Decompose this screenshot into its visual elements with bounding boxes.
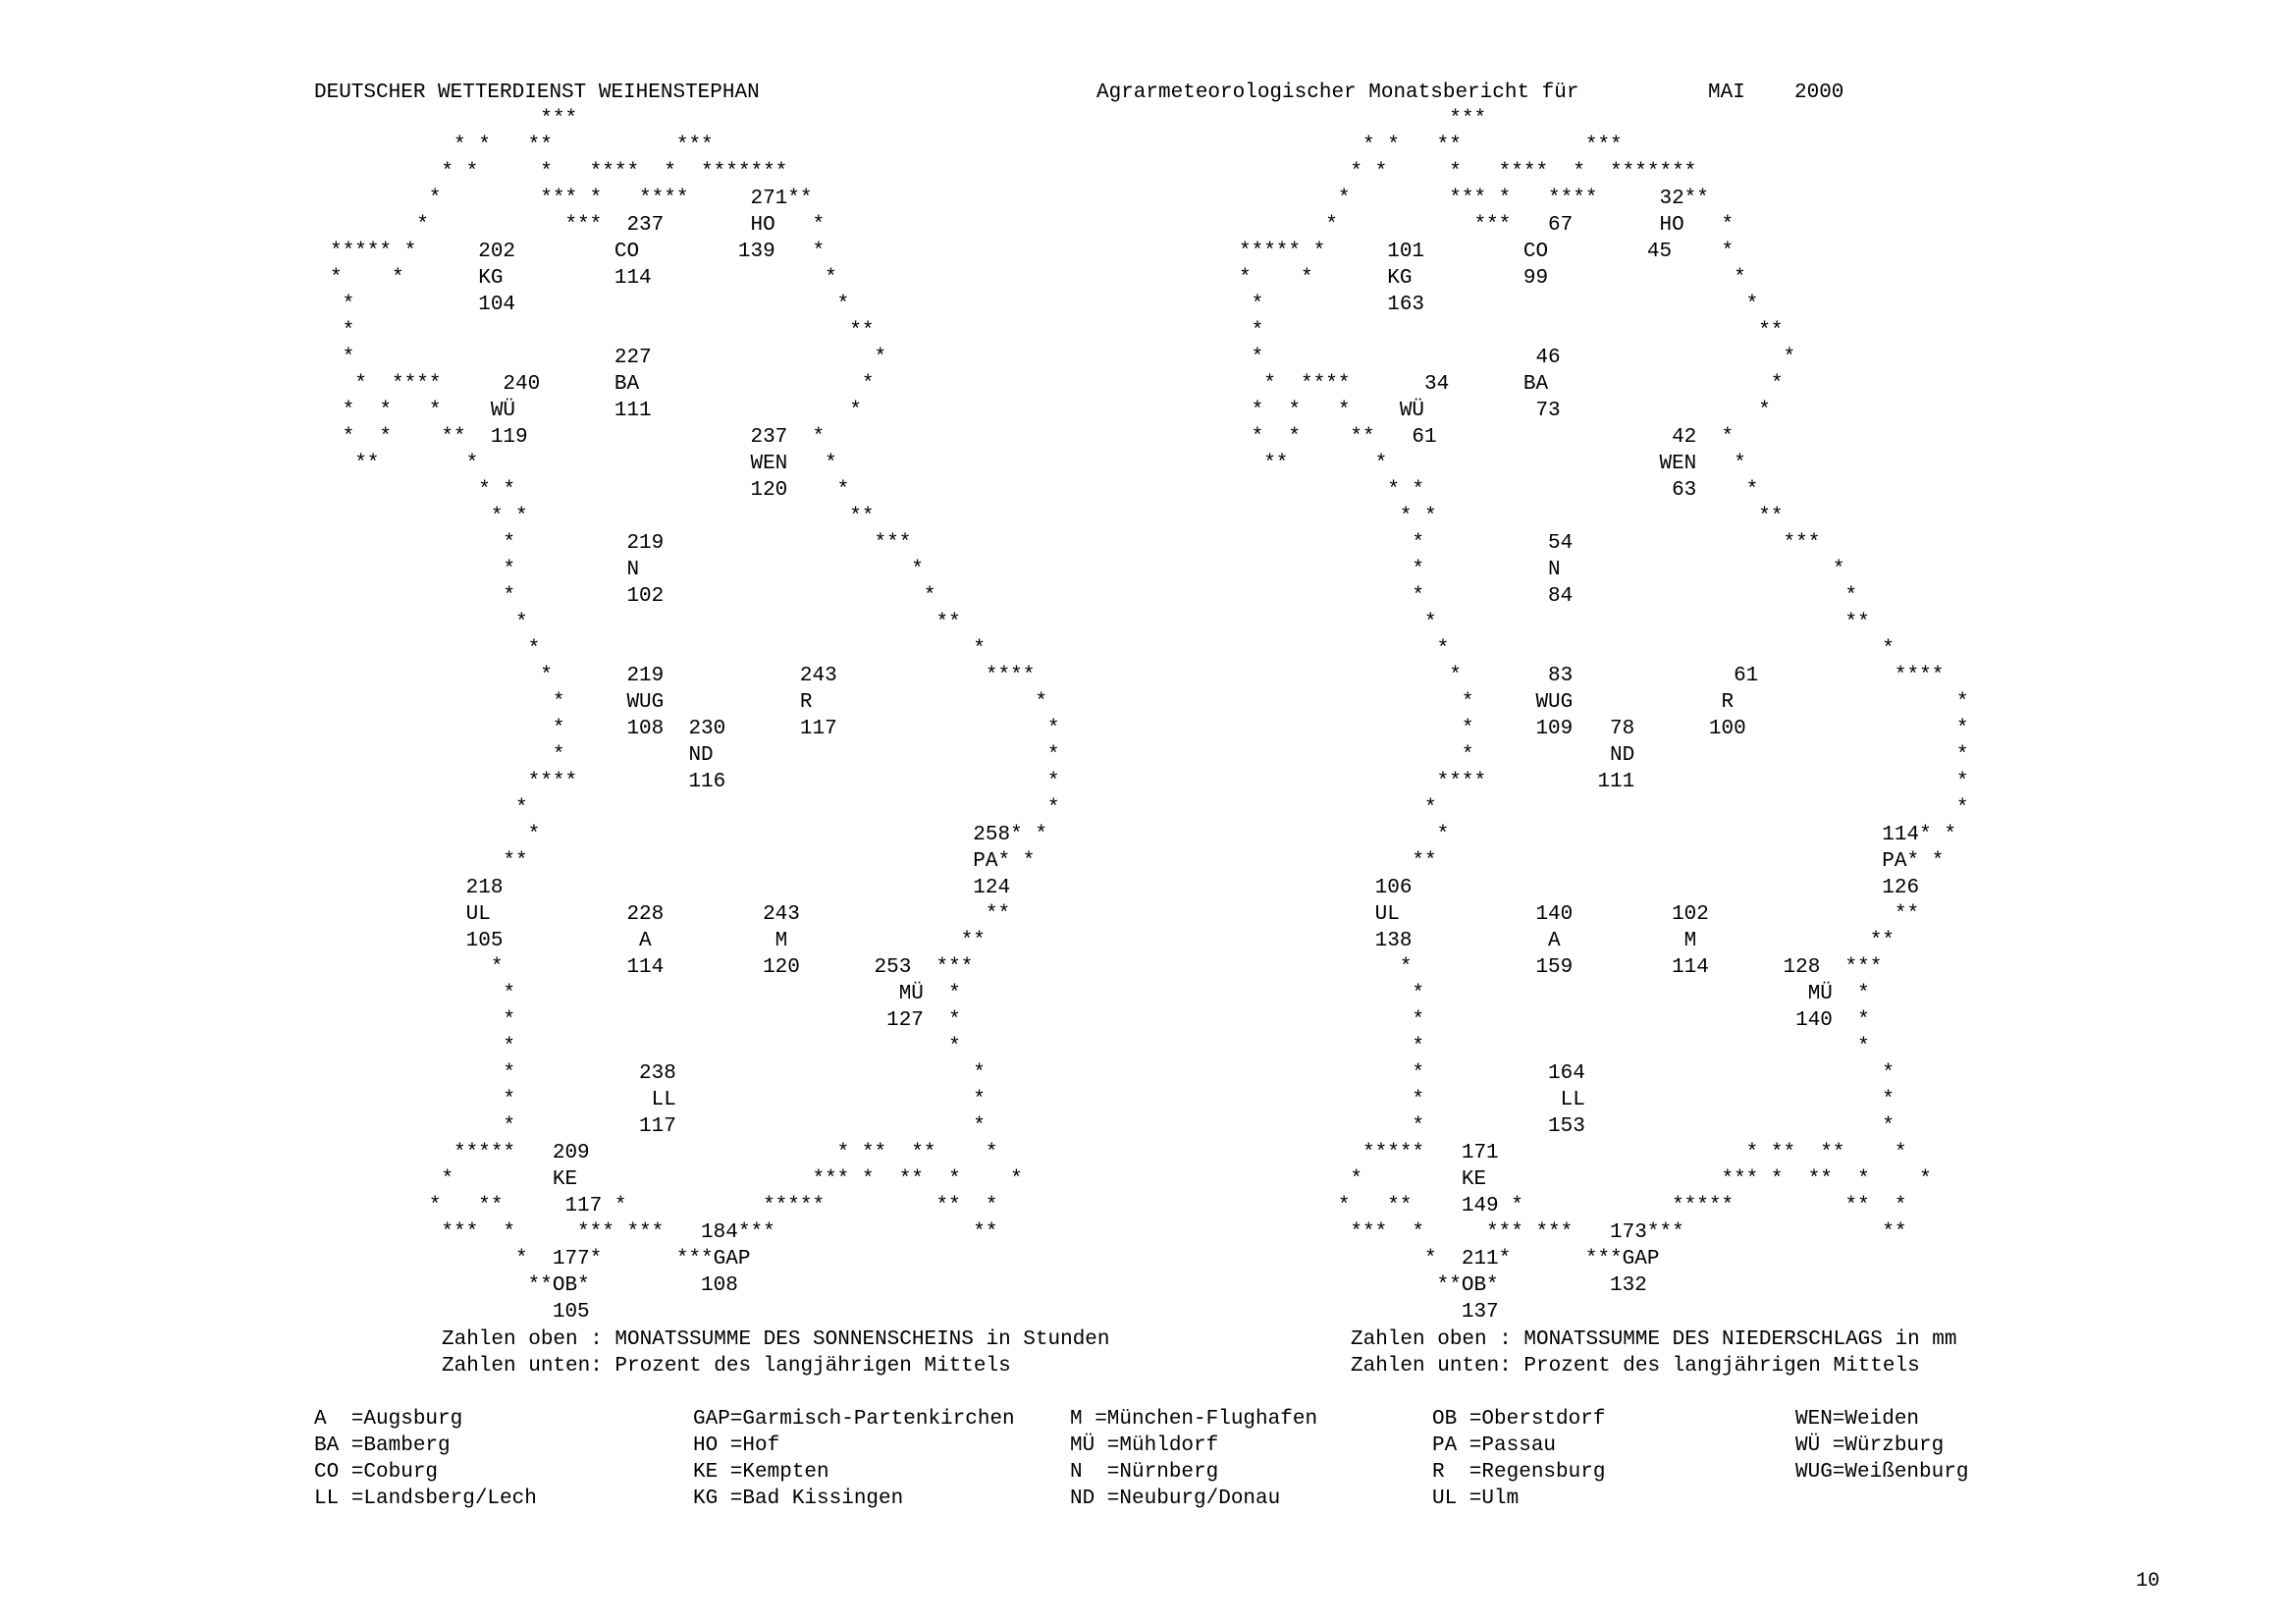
map-row: * 164 *	[1239, 1062, 1895, 1085]
station-legend-entry: OB =Oberstdorf	[1432, 1408, 1606, 1431]
station-legend-entry: A =Augsburg	[314, 1408, 463, 1431]
map-row: * * * **** * *******	[330, 161, 788, 184]
map-row: UL 140 102 **	[1239, 903, 1920, 926]
map-row: * 163 *	[1239, 294, 1759, 316]
header-year: 2000	[1794, 81, 1844, 104]
map-row: * * KG 99 *	[1239, 267, 1746, 290]
map-row: * 238 *	[330, 1062, 986, 1085]
map-row: * 140 *	[1239, 1009, 1870, 1032]
map-row: * * ** ***	[330, 135, 714, 157]
map-row: * * ** 61 42 *	[1239, 426, 1735, 449]
map-row: * WUG R *	[1239, 691, 1969, 714]
map-row: * *	[1239, 638, 1895, 661]
precipitation-legend-bottom: Zahlen unten: Prozent des langjährigen Mittels	[1351, 1355, 1920, 1378]
map-row: * 109 78 100 *	[1239, 718, 1969, 740]
map-row: * N *	[330, 559, 924, 581]
map-row: * * * WÜ 111 *	[330, 400, 862, 422]
station-legend-entry: WEN=Weiden	[1795, 1408, 1920, 1431]
map-row: * LL *	[330, 1089, 986, 1111]
map-row: * *** 237 HO *	[330, 214, 826, 237]
map-row: * 159 114 128 ***	[1239, 956, 1883, 979]
map-row: * 127 *	[330, 1009, 961, 1032]
map-row: 218 124	[330, 877, 1011, 899]
map-row: ** PA* *	[1239, 850, 1945, 873]
map-row: * KE *** * ** * *	[1239, 1168, 1932, 1191]
map-row: * 102 *	[330, 585, 936, 608]
station-legend-entry: LL =Landsberg/Lech	[314, 1488, 537, 1510]
map-row: * 219 243 ****	[330, 665, 1036, 687]
map-row: * **** 34 BA *	[1239, 373, 1784, 396]
map-row: * **	[1239, 320, 1784, 343]
map-row: * *	[330, 638, 986, 661]
map-row: ** * WEN *	[330, 453, 837, 475]
header-month: MAI	[1708, 81, 1745, 104]
map-row: * MÜ *	[330, 983, 961, 1005]
map-row: **** 111 *	[1239, 771, 1969, 793]
map-row: **OB* 132	[1239, 1274, 1647, 1297]
map-row: 138 A M **	[1239, 930, 1895, 952]
map-row: * 258* *	[330, 824, 1047, 846]
map-row: * ND *	[330, 744, 1060, 767]
map-row: * ** 117 * ***** ** *	[330, 1195, 998, 1217]
map-row: *** * *** *** 184*** **	[330, 1221, 998, 1244]
map-row: * *	[330, 797, 1060, 820]
map-row: * * 120 *	[330, 479, 850, 502]
map-row: * * **	[1239, 506, 1784, 528]
station-legend-entry: R =Regensburg	[1432, 1461, 1606, 1484]
map-row: 106 126	[1239, 877, 1920, 899]
map-row: * 153 *	[1239, 1115, 1895, 1138]
map-row: * WUG R *	[330, 691, 1047, 714]
map-row: * * **	[330, 506, 875, 528]
map-row: * 114* *	[1239, 824, 1956, 846]
map-row: * * 63 *	[1239, 479, 1759, 502]
map-row: ***	[1239, 108, 1487, 131]
map-row: * 84 *	[1239, 585, 1858, 608]
map-row: * ** 149 * ***** ** *	[1239, 1195, 1907, 1217]
map-row: * *** * **** 32**	[1239, 188, 1709, 210]
map-row: ** * WEN *	[1239, 453, 1746, 475]
map-row: * 219 ***	[330, 532, 912, 555]
map-row: 137	[1239, 1301, 1499, 1324]
station-legend-entry: GAP=Garmisch-Partenkirchen	[693, 1408, 1015, 1431]
map-row: **** 116 *	[330, 771, 1060, 793]
map-row: * **** 240 BA *	[330, 373, 875, 396]
map-row: * * * WÜ 73 *	[1239, 400, 1771, 422]
station-legend-entry: KE =Kempten	[693, 1461, 829, 1484]
map-row: * ND *	[1239, 744, 1969, 767]
station-legend-entry: N =Nürnberg	[1070, 1461, 1219, 1484]
map-row: **OB* 108	[330, 1274, 738, 1297]
map-row: * 177* ***GAP	[330, 1248, 751, 1271]
map-row: 105	[330, 1301, 590, 1324]
precipitation-legend-top: Zahlen oben : MONATSSUMME DES NIEDERSCHLAGS in mm	[1351, 1328, 1957, 1351]
map-row: 105 A M **	[330, 930, 986, 952]
header-institution: DEUTSCHER WETTERDIENST WEIHENSTEPHAN	[314, 81, 760, 104]
map-row: * 227 *	[330, 347, 887, 369]
map-row: ***** 171 * ** ** *	[1239, 1142, 1907, 1164]
sunshine-legend-bottom: Zahlen unten: Prozent des langjährigen Mittels	[442, 1355, 1011, 1378]
map-row: * **	[1239, 612, 1870, 634]
station-legend-entry: HO =Hof	[693, 1434, 780, 1457]
map-row: * * * **** * *******	[1239, 161, 1697, 184]
station-legend-entry: M =München-Flughafen	[1070, 1408, 1318, 1431]
map-row: * * KG 114 *	[330, 267, 837, 290]
station-legend-entry: BA =Bamberg	[314, 1434, 451, 1457]
page-number: 10	[2136, 1570, 2161, 1593]
map-row: *** * *** *** 173*** **	[1239, 1221, 1907, 1244]
sunshine-legend-top: Zahlen oben : MONATSSUMME DES SONNENSCHEINS in Stunden	[442, 1328, 1110, 1351]
station-legend-entry: KG =Bad Kissingen	[693, 1488, 904, 1510]
station-legend-entry: MÜ =Mühldorf	[1070, 1434, 1219, 1457]
map-row: * 46 *	[1239, 347, 1796, 369]
station-legend-entry: UL =Ulm	[1432, 1488, 1520, 1510]
map-row: * * ** ***	[1239, 135, 1623, 157]
map-row: ***	[330, 108, 578, 131]
station-legend-entry: ND =Neuburg/Donau	[1070, 1488, 1281, 1510]
map-row: * 211* ***GAP	[1239, 1248, 1660, 1271]
map-row: ***** 209 * ** ** *	[330, 1142, 998, 1164]
map-row: * MÜ *	[1239, 983, 1870, 1005]
header-report-title: Agrarmeteorologischer Monatsbericht für	[1096, 81, 1579, 104]
map-row: * KE *** * ** * *	[330, 1168, 1023, 1191]
map-row: UL 228 243 **	[330, 903, 1011, 926]
map-row: * 83 61 ****	[1239, 665, 1945, 687]
station-legend-entry: CO =Coburg	[314, 1461, 439, 1484]
map-row: * * ** 119 237 *	[330, 426, 826, 449]
map-row: * *** * **** 271**	[330, 188, 813, 210]
map-row: * *	[330, 1036, 961, 1058]
map-row: * **	[330, 612, 961, 634]
map-row: * **	[330, 320, 875, 343]
map-row: * *** 67 HO *	[1239, 214, 1735, 237]
map-row: * 114 120 253 ***	[330, 956, 974, 979]
map-row: ***** * 101 CO 45 *	[1239, 241, 1735, 263]
map-row: * *	[1239, 797, 1969, 820]
map-row: * 54 ***	[1239, 532, 1821, 555]
map-row: * *	[1239, 1036, 1870, 1058]
map-row: * 117 *	[330, 1115, 986, 1138]
map-row: * LL *	[1239, 1089, 1895, 1111]
map-row: * N *	[1239, 559, 1845, 581]
map-row: ** PA* *	[330, 850, 1036, 873]
map-row: * 104 *	[330, 294, 850, 316]
station-legend-entry: PA =Passau	[1432, 1434, 1557, 1457]
station-legend-entry: WUG=Weißenburg	[1795, 1461, 1969, 1484]
map-row: * 108 230 117 *	[330, 718, 1060, 740]
map-row: ***** * 202 CO 139 *	[330, 241, 826, 263]
station-legend-entry: WÜ =Würzburg	[1795, 1434, 1945, 1457]
